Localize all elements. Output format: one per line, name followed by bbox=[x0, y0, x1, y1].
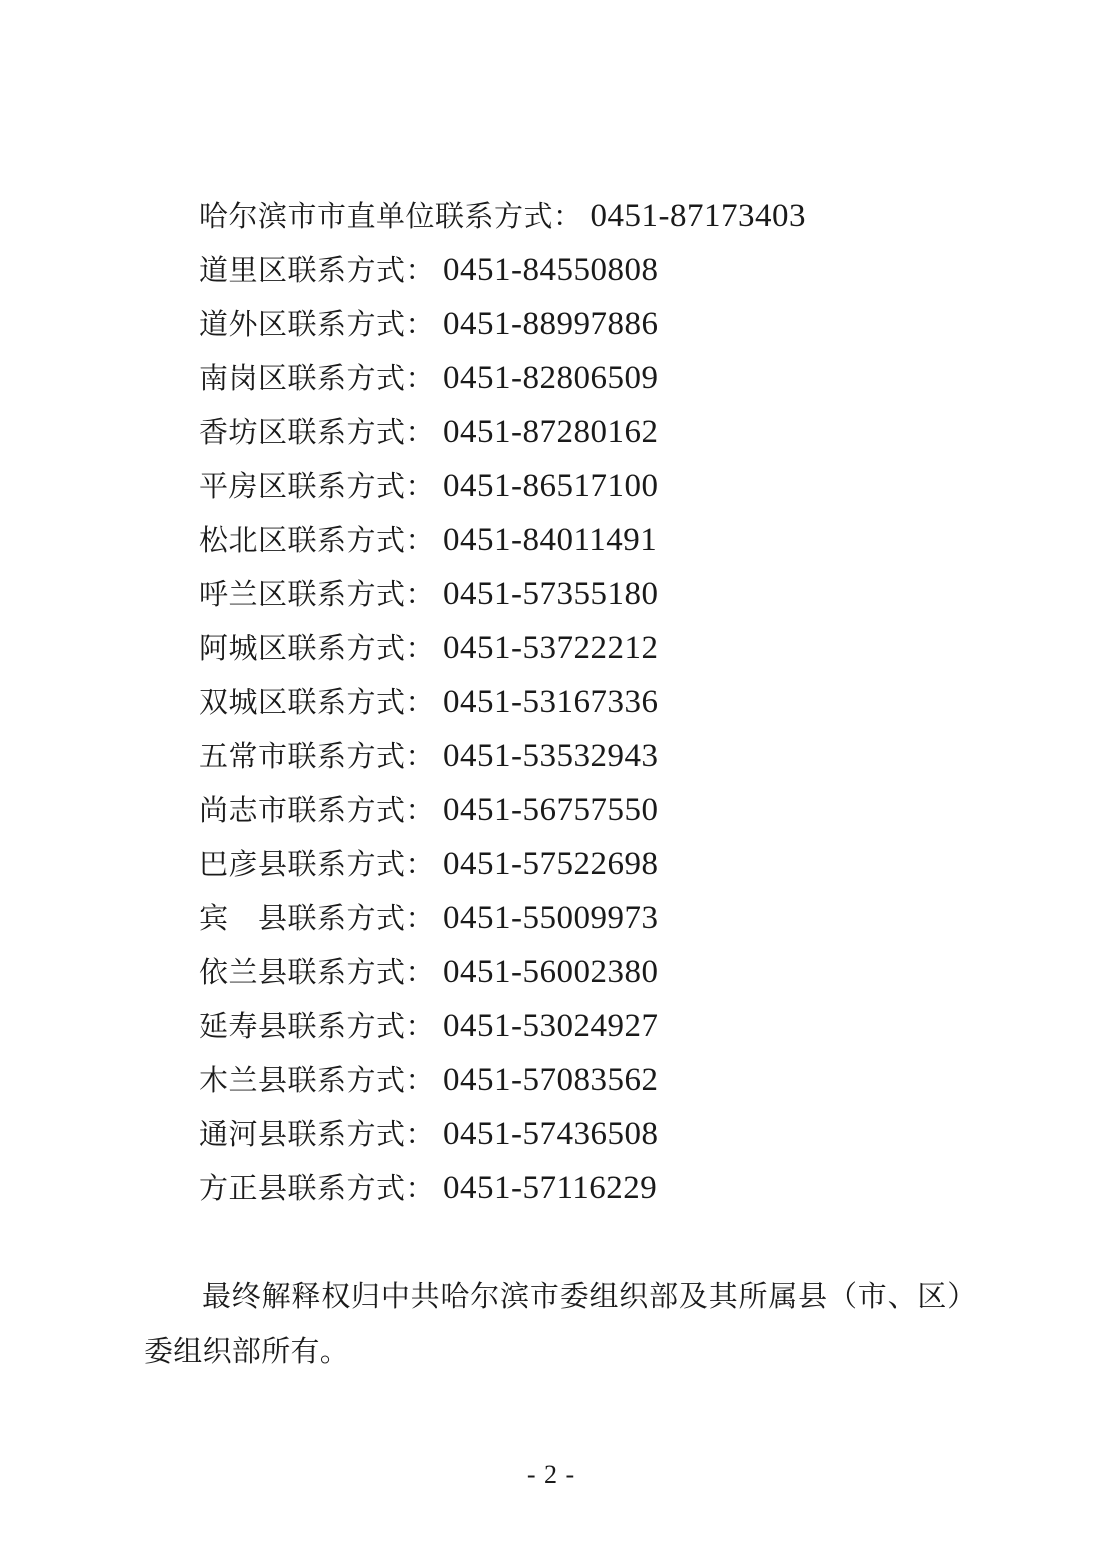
contact-line bbox=[199, 1161, 806, 1215]
contact-label: 木兰县联系方式： bbox=[199, 1065, 436, 1097]
contact-phone: 0451-53167336 bbox=[443, 684, 659, 720]
contact-label: 呼兰区联系方式： bbox=[199, 579, 436, 611]
contact-phone: 0451-57083562 bbox=[443, 1062, 659, 1098]
contact-phone: 0451-57116229 bbox=[443, 1170, 658, 1206]
contact-phone: 0451-57355180 bbox=[443, 576, 659, 612]
contact-line bbox=[199, 513, 806, 567]
contact-phone: 0451-53532943 bbox=[443, 738, 659, 774]
contact-line bbox=[199, 945, 806, 999]
contact-line bbox=[199, 297, 806, 351]
contact-label: 巴彦县联系方式： bbox=[199, 849, 436, 881]
contact-list bbox=[199, 189, 806, 1215]
contact-label: 方正县联系方式： bbox=[199, 1173, 436, 1205]
contact-phone: 0451-86517100 bbox=[443, 468, 659, 504]
contact-line bbox=[199, 621, 806, 675]
contact-line bbox=[199, 567, 806, 621]
contact-line bbox=[199, 729, 806, 783]
contact-phone: 0451-57436508 bbox=[443, 1116, 659, 1152]
contact-phone: 0451-56002380 bbox=[443, 954, 659, 990]
contact-line bbox=[199, 189, 806, 243]
contact-label: 阿城区联系方式： bbox=[199, 633, 436, 665]
contact-phone: 0451-87173403 bbox=[590, 198, 807, 234]
contact-label: 通河县联系方式： bbox=[199, 1119, 436, 1151]
contact-line bbox=[199, 1053, 806, 1107]
contact-phone: 0451-87280162 bbox=[443, 414, 659, 450]
contact-line bbox=[199, 675, 806, 729]
contact-label: 道外区联系方式： bbox=[199, 309, 436, 341]
contact-phone: 0451-55009973 bbox=[443, 900, 659, 936]
contact-label: 哈尔滨市市直单位联系方式： bbox=[199, 201, 583, 233]
contact-phone: 0451-88997886 bbox=[443, 306, 659, 342]
contact-label: 依兰县联系方式： bbox=[199, 957, 436, 989]
contact-phone: 0451-57522698 bbox=[443, 846, 659, 882]
contact-label: 松北区联系方式： bbox=[199, 525, 436, 557]
contact-line bbox=[199, 999, 806, 1053]
contact-label: 南岗区联系方式： bbox=[199, 363, 436, 395]
contact-line bbox=[199, 837, 806, 891]
closing-paragraph: 最终解释权归中共哈尔滨市委组织部及其所属县（市、区）委组织部所有。 bbox=[144, 1281, 962, 1368]
contact-phone: 0451-53024927 bbox=[443, 1008, 659, 1044]
contact-label: 延寿县联系方式： bbox=[199, 1011, 436, 1043]
contact-line bbox=[199, 405, 806, 459]
contact-phone: 0451-84011491 bbox=[443, 522, 658, 558]
contact-label: 五常市联系方式： bbox=[199, 741, 436, 773]
contact-label: 尚志市联系方式： bbox=[199, 795, 436, 827]
contact-line bbox=[199, 783, 806, 837]
contact-phone: 0451-53722212 bbox=[443, 630, 659, 666]
contact-label: 双城区联系方式： bbox=[199, 687, 436, 719]
contact-line bbox=[199, 891, 806, 945]
contact-phone: 0451-84550808 bbox=[443, 252, 659, 288]
contact-line bbox=[199, 243, 806, 297]
contact-line bbox=[199, 351, 806, 405]
contact-phone: 0451-56757550 bbox=[443, 792, 659, 828]
contact-label: 宾 县联系方式： bbox=[199, 903, 436, 935]
contact-label: 香坊区联系方式： bbox=[199, 417, 436, 449]
page-number: - 2 - bbox=[526, 1460, 576, 1489]
contact-line bbox=[199, 459, 806, 513]
contact-phone: 0451-82806509 bbox=[443, 360, 659, 396]
contact-label: 平房区联系方式： bbox=[199, 471, 436, 503]
contact-line bbox=[199, 1107, 806, 1161]
contact-label: 道里区联系方式： bbox=[199, 255, 436, 287]
